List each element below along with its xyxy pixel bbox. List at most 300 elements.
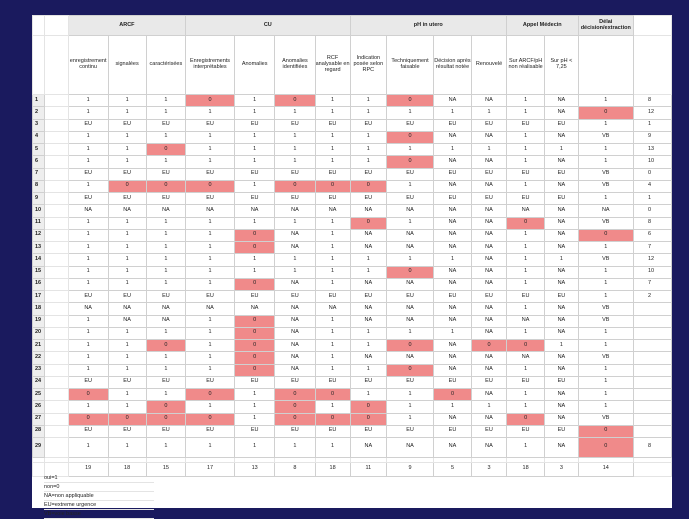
- table-cell: 1: [506, 278, 544, 290]
- table-cell: 1: [186, 242, 235, 254]
- table-cell: EU: [506, 291, 544, 303]
- table-cell: EU: [235, 168, 275, 180]
- row-number: 25: [33, 389, 45, 401]
- empty-cell: [44, 364, 68, 376]
- table-cell: 1: [387, 413, 434, 425]
- table-cell: NA: [387, 303, 434, 315]
- table-cell: NA: [471, 315, 506, 327]
- table-cell: 1: [506, 266, 544, 278]
- table-cell: 1: [350, 131, 386, 143]
- table-cell: 1: [235, 217, 275, 229]
- table-cell: NA: [108, 315, 146, 327]
- total-cell: 9: [387, 462, 434, 476]
- table-cell: 1: [235, 389, 275, 401]
- table-cell: EU: [545, 168, 578, 180]
- table-cell: NA: [471, 156, 506, 168]
- table-cell: 1: [108, 229, 146, 241]
- table-cell: 1: [146, 364, 185, 376]
- table-row: [33, 107, 672, 119]
- table-cell: 1: [350, 364, 386, 376]
- row-number: 21: [33, 340, 45, 352]
- column-header: Renouvelé: [471, 36, 506, 95]
- table-cell: 1: [578, 389, 633, 401]
- empty-cell: [44, 291, 68, 303]
- table-cell: 1: [315, 438, 350, 458]
- table-cell: EU: [387, 425, 434, 437]
- row-number: 26: [33, 401, 45, 413]
- table-cell: NA: [146, 205, 185, 217]
- table-cell: VB: [578, 352, 633, 364]
- table-cell: NA: [471, 242, 506, 254]
- table-cell: 0: [146, 144, 185, 156]
- table-cell: 1: [315, 327, 350, 339]
- table-cell: 1: [545, 340, 578, 352]
- table-cell: 1: [315, 364, 350, 376]
- table-cell: EU: [186, 291, 235, 303]
- table-cell: 1: [275, 131, 315, 143]
- table-cell: 1: [146, 95, 185, 107]
- table-cell: 0: [275, 180, 315, 192]
- table-cell: EU: [68, 119, 108, 131]
- table-cell: EU: [387, 193, 434, 205]
- table-cell: EU: [350, 376, 386, 388]
- empty-cell: [44, 401, 68, 413]
- table-cell: 1: [315, 352, 350, 364]
- table-cell: NA: [506, 352, 544, 364]
- table-cell: NA: [275, 352, 315, 364]
- table-cell: 0: [68, 413, 108, 425]
- empty-cell: [44, 438, 68, 458]
- table-cell: NA: [506, 205, 544, 217]
- table-cell: 0: [235, 229, 275, 241]
- table-cell: 1: [146, 156, 185, 168]
- table-cell: NA: [275, 278, 315, 290]
- table-cell: NA: [545, 413, 578, 425]
- table-row: [33, 438, 672, 458]
- table-cell: 1: [235, 438, 275, 458]
- table-cell: EU: [68, 425, 108, 437]
- table-cell: NA: [433, 131, 471, 143]
- table-cell: 1: [545, 144, 578, 156]
- table-cell: 1: [186, 156, 235, 168]
- table-cell: 1: [235, 266, 275, 278]
- table-cell: 1: [108, 217, 146, 229]
- table-cell: 1: [146, 217, 185, 229]
- table-cell: VB: [578, 413, 633, 425]
- row-number: 9: [33, 193, 45, 205]
- table-cell: NA: [387, 352, 434, 364]
- empty-cell: [44, 180, 68, 192]
- empty-cell: [33, 16, 45, 36]
- table-cell: 1: [315, 401, 350, 413]
- legend-item: NA=non appliquable: [44, 492, 154, 501]
- spreadsheet: [32, 15, 672, 517]
- table-cell: NA: [108, 205, 146, 217]
- total-cell: 17: [186, 462, 235, 476]
- table-row: [33, 352, 672, 364]
- table-cell: EU: [235, 376, 275, 388]
- table-cell: 0: [275, 401, 315, 413]
- row-number: 20: [33, 327, 45, 339]
- table-row: [33, 156, 672, 168]
- table-cell: NA: [545, 156, 578, 168]
- table-cell: 0: [387, 266, 434, 278]
- table-cell: EU: [108, 425, 146, 437]
- table-cell: NA: [545, 266, 578, 278]
- table-cell: 1: [186, 266, 235, 278]
- table-cell: NA: [545, 438, 578, 458]
- table-cell: 1: [235, 131, 275, 143]
- row-number: 10: [33, 205, 45, 217]
- table-cell: EU: [315, 119, 350, 131]
- table-cell: EU: [387, 168, 434, 180]
- table-cell: NA: [471, 389, 506, 401]
- table-cell: EU: [471, 168, 506, 180]
- table-cell: 1: [315, 217, 350, 229]
- table-cell: 1: [578, 144, 633, 156]
- extra-value: [633, 364, 671, 376]
- table-cell: 1: [146, 352, 185, 364]
- column-header: Anomalies: [235, 36, 275, 95]
- table-cell: NA: [275, 340, 315, 352]
- table-cell: 1: [433, 401, 471, 413]
- table-cell: EU: [186, 119, 235, 131]
- table-cell: 1: [146, 278, 185, 290]
- extra-value: [633, 352, 671, 364]
- row-number: 3: [33, 119, 45, 131]
- table-cell: EU: [275, 193, 315, 205]
- table-cell: EU: [68, 291, 108, 303]
- table-cell: 0: [186, 389, 235, 401]
- table-cell: NA: [350, 438, 386, 458]
- table-cell: EU: [315, 376, 350, 388]
- table-cell: 1: [506, 144, 544, 156]
- table-cell: EU: [146, 193, 185, 205]
- table-cell: NA: [433, 229, 471, 241]
- table-cell: NA: [471, 254, 506, 266]
- table-cell: 1: [146, 242, 185, 254]
- table-cell: NA: [471, 217, 506, 229]
- table-row: [33, 180, 672, 192]
- table-cell: 1: [315, 107, 350, 119]
- table-cell: 0: [350, 180, 386, 192]
- table-cell: EU: [506, 193, 544, 205]
- table-cell: 1: [68, 438, 108, 458]
- table-cell: 1: [108, 156, 146, 168]
- table-cell: NA: [545, 229, 578, 241]
- table-cell: 1: [315, 131, 350, 143]
- table-cell: 0: [506, 217, 544, 229]
- table-cell: 1: [506, 303, 544, 315]
- column-header: Sur pH < 7,25: [545, 36, 578, 95]
- table-cell: EU: [186, 168, 235, 180]
- empty-cell: [44, 352, 68, 364]
- empty-cell: [44, 168, 68, 180]
- extra-value: [633, 389, 671, 401]
- table-cell: NA: [545, 180, 578, 192]
- table-cell: EU: [433, 168, 471, 180]
- table-cell: NA: [315, 205, 350, 217]
- table-row: [33, 315, 672, 327]
- extra-value: 8: [633, 438, 671, 458]
- table-cell: 1: [186, 278, 235, 290]
- table-cell: 1: [68, 95, 108, 107]
- empty-cell: [44, 315, 68, 327]
- table-cell: NA: [275, 327, 315, 339]
- table-cell: 1: [506, 364, 544, 376]
- table-cell: EU: [235, 119, 275, 131]
- table-cell: 1: [186, 217, 235, 229]
- extra-value: 6: [633, 229, 671, 241]
- table-cell: 0: [235, 340, 275, 352]
- table-cell: NA: [235, 303, 275, 315]
- table-cell: NA: [471, 413, 506, 425]
- table-cell: 1: [315, 95, 350, 107]
- table-cell: NA: [471, 303, 506, 315]
- table-cell: VB: [578, 180, 633, 192]
- row-number: 16: [33, 278, 45, 290]
- table-cell: EU: [350, 291, 386, 303]
- table-cell: 1: [506, 229, 544, 241]
- table-cell: 1: [108, 95, 146, 107]
- table-cell: NA: [433, 413, 471, 425]
- table-row: [33, 364, 672, 376]
- row-number: 17: [33, 291, 45, 303]
- table-cell: 1: [68, 401, 108, 413]
- table-cell: NA: [433, 340, 471, 352]
- table-cell: 0: [275, 95, 315, 107]
- empty-cell: [44, 119, 68, 131]
- table-row: [33, 303, 672, 315]
- row-number: 24: [33, 376, 45, 388]
- table-cell: 1: [578, 327, 633, 339]
- row-number: 7: [33, 168, 45, 180]
- table-cell: 1: [146, 438, 185, 458]
- table-cell: 0: [578, 107, 633, 119]
- table-cell: NA: [387, 229, 434, 241]
- table-cell: NA: [275, 205, 315, 217]
- row-number: 8: [33, 180, 45, 192]
- table-cell: NA: [433, 266, 471, 278]
- column-header: Anomalies identifiées: [275, 36, 315, 95]
- table-cell: 1: [235, 180, 275, 192]
- table-cell: NA: [387, 242, 434, 254]
- table-cell: 1: [146, 266, 185, 278]
- table-row: [33, 413, 672, 425]
- table-cell: 0: [350, 401, 386, 413]
- table-cell: EU: [433, 291, 471, 303]
- table-cell: NA: [350, 303, 386, 315]
- row-number: 14: [33, 254, 45, 266]
- row-number: 4: [33, 131, 45, 143]
- table-cell: EU: [350, 168, 386, 180]
- table-cell: 0: [146, 340, 185, 352]
- table-cell: EU: [506, 168, 544, 180]
- table-cell: NA: [433, 278, 471, 290]
- table-cell: 0: [146, 180, 185, 192]
- table-cell: 1: [186, 254, 235, 266]
- table-cell: 1: [146, 389, 185, 401]
- table-cell: 1: [186, 131, 235, 143]
- table-cell: 1: [235, 144, 275, 156]
- table-cell: 1: [68, 327, 108, 339]
- table-cell: EU: [186, 376, 235, 388]
- table-cell: 1: [68, 364, 108, 376]
- table-cell: EU: [108, 376, 146, 388]
- table-cell: NA: [146, 303, 185, 315]
- table-cell: EU: [108, 291, 146, 303]
- table-cell: 1: [350, 340, 386, 352]
- table-cell: 1: [315, 242, 350, 254]
- table-cell: 0: [68, 389, 108, 401]
- table-row: [33, 254, 672, 266]
- table-cell: EU: [235, 425, 275, 437]
- table-cell: 1: [235, 401, 275, 413]
- table-cell: 1: [108, 352, 146, 364]
- extra-value: 7: [633, 242, 671, 254]
- table-cell: VB: [578, 315, 633, 327]
- total-cell: 18: [506, 462, 544, 476]
- table-row: [33, 266, 672, 278]
- table-cell: NA: [545, 401, 578, 413]
- table-cell: EU: [108, 119, 146, 131]
- table-cell: NA: [433, 315, 471, 327]
- table-cell: 1: [68, 340, 108, 352]
- table-cell: 0: [578, 425, 633, 437]
- table-cell: 1: [186, 327, 235, 339]
- table-cell: NA: [433, 364, 471, 376]
- row-number: 18: [33, 303, 45, 315]
- table-cell: 1: [545, 254, 578, 266]
- empty-cell: [44, 156, 68, 168]
- table-cell: 0: [387, 131, 434, 143]
- row-number: 15: [33, 266, 45, 278]
- row-number: 5: [33, 144, 45, 156]
- empty-cell: [44, 278, 68, 290]
- table-cell: NA: [471, 352, 506, 364]
- table-cell: EU: [146, 168, 185, 180]
- empty-cell: [44, 217, 68, 229]
- table-cell: EU: [146, 376, 185, 388]
- table-cell: 1: [506, 107, 544, 119]
- table-cell: 1: [108, 107, 146, 119]
- table-cell: 1: [68, 229, 108, 241]
- table-cell: NA: [471, 205, 506, 217]
- table-cell: 1: [275, 156, 315, 168]
- table-cell: NA: [545, 327, 578, 339]
- table-cell: EU: [275, 425, 315, 437]
- table-cell: EU: [506, 119, 544, 131]
- row-number: 11: [33, 217, 45, 229]
- table-cell: NA: [471, 327, 506, 339]
- table-cell: 1: [578, 376, 633, 388]
- table-cell: 1: [146, 131, 185, 143]
- empty-cell: [44, 193, 68, 205]
- table-row: [33, 340, 672, 352]
- total-cell: 19: [68, 462, 108, 476]
- column-header: caractérisées: [146, 36, 185, 95]
- empty-cell: [44, 95, 68, 107]
- table-cell: NA: [433, 217, 471, 229]
- total-cell: 8: [275, 462, 315, 476]
- table-cell: 1: [186, 107, 235, 119]
- table-cell: 0: [387, 156, 434, 168]
- empty-cell: [44, 425, 68, 437]
- table-cell: 1: [350, 266, 386, 278]
- table-cell: 0: [186, 180, 235, 192]
- table-cell: NA: [433, 156, 471, 168]
- table-cell: 1: [506, 327, 544, 339]
- extra-value: [633, 413, 671, 425]
- table-row: [33, 425, 672, 437]
- table-cell: NA: [275, 364, 315, 376]
- table-cell: 0: [186, 413, 235, 425]
- empty-cell: [44, 327, 68, 339]
- table-cell: 1: [186, 315, 235, 327]
- table-cell: 0: [350, 413, 386, 425]
- table-cell: 1: [387, 217, 434, 229]
- legend-item: EU=extreme urgence: [44, 501, 154, 510]
- table-cell: 1: [146, 327, 185, 339]
- table-cell: NA: [433, 242, 471, 254]
- table-cell: 1: [350, 254, 386, 266]
- table-cell: 0: [186, 95, 235, 107]
- extra-value: 0: [633, 205, 671, 217]
- empty-cell: [33, 36, 45, 95]
- table-row: [33, 376, 672, 388]
- table-cell: 1: [275, 254, 315, 266]
- column-header: Enregistrements interprétables: [186, 36, 235, 95]
- extra-value: 12: [633, 107, 671, 119]
- extra-value: [633, 401, 671, 413]
- table-cell: 0: [387, 95, 434, 107]
- table-row: [33, 95, 672, 107]
- table-cell: NA: [275, 303, 315, 315]
- table-cell: 1: [315, 266, 350, 278]
- table-cell: 1: [68, 352, 108, 364]
- table-row: [33, 242, 672, 254]
- table-cell: 1: [275, 266, 315, 278]
- table-cell: NA: [433, 95, 471, 107]
- table-cell: NA: [471, 266, 506, 278]
- extra-value: 7: [633, 278, 671, 290]
- table-cell: VB: [578, 168, 633, 180]
- table-cell: 1: [350, 144, 386, 156]
- table-cell: NA: [578, 205, 633, 217]
- legend-item: non=0: [44, 483, 154, 492]
- table-cell: VB: [578, 303, 633, 315]
- group-header: Appel Médecin: [506, 16, 578, 36]
- row-number: 22: [33, 352, 45, 364]
- table-cell: VB: [578, 217, 633, 229]
- table-cell: 1: [186, 340, 235, 352]
- table-cell: 1: [146, 254, 185, 266]
- table-cell: NA: [350, 242, 386, 254]
- table-cell: NA: [471, 438, 506, 458]
- table-cell: 0: [235, 278, 275, 290]
- table-cell: NA: [235, 205, 275, 217]
- table-cell: 1: [578, 364, 633, 376]
- table-cell: 0: [433, 389, 471, 401]
- extra-value: 10: [633, 266, 671, 278]
- empty-cell: [44, 16, 68, 36]
- table-cell: 0: [578, 229, 633, 241]
- table-cell: NA: [471, 278, 506, 290]
- extra-value: 1: [633, 193, 671, 205]
- table-cell: 1: [350, 107, 386, 119]
- table-cell: EU: [315, 168, 350, 180]
- total-cell: 18: [108, 462, 146, 476]
